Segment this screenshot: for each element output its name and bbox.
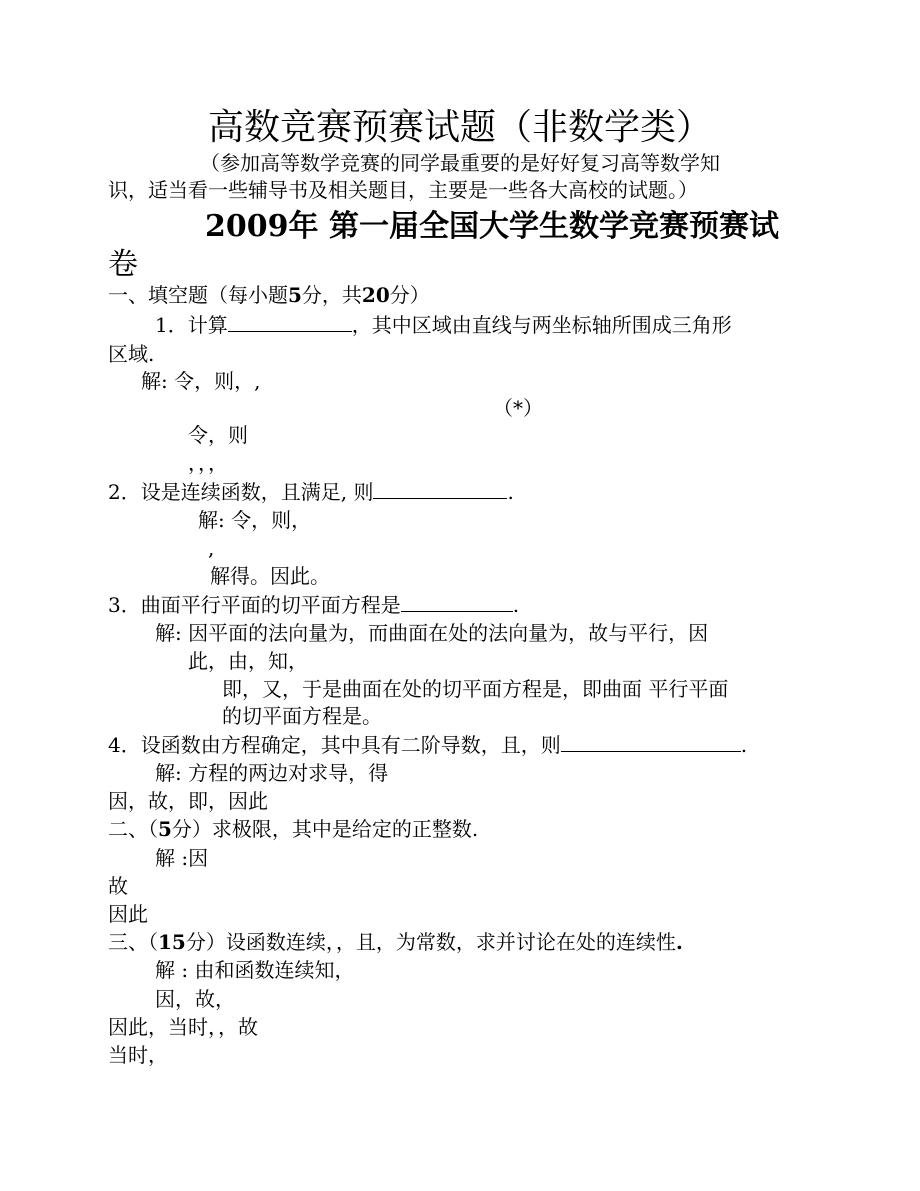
- number-text: 5: [158, 817, 172, 841]
- answer-blank-2: [373, 480, 507, 499]
- heading-text-part: 分）求极限，其中是给定的正整数.: [171, 817, 479, 841]
- q1-equation-mark: （*）: [493, 396, 543, 420]
- question-3: [108, 592, 519, 618]
- question-1-prefix: 1．计算: [155, 313, 228, 337]
- q2-solution-line-2: ,: [208, 536, 215, 560]
- heading-text-part: 年 第一届全国大学生数学竞赛预赛试: [288, 209, 779, 244]
- question-3-suffix: .: [512, 593, 520, 617]
- number-text: 20: [361, 283, 390, 307]
- s3-solution-line-2: 因，故，: [155, 987, 235, 1011]
- q1-solution-line-2: 令，则: [188, 423, 248, 447]
- section-3-heading-text: [108, 930, 676, 954]
- answer-blank-1: [228, 313, 352, 332]
- question-2-prefix: 2．设是连续函数，且满足, 则: [108, 480, 374, 504]
- q3-solution-line-2: 此，由，知，: [188, 649, 308, 673]
- q2-solution-line-1: 解: 令，则，: [198, 508, 312, 532]
- s3-solution-line-3: 因此，当时，，故: [108, 1015, 258, 1039]
- s2-solution-line-3: 因此: [108, 902, 148, 926]
- s3-solution-line-4: 当时，: [108, 1043, 168, 1067]
- heading-text-part: 一、填空题（每小题: [108, 283, 288, 307]
- page-title: 高数竞赛预赛试题（非数学类）: [207, 107, 712, 148]
- question-2-suffix: .: [507, 480, 514, 504]
- q3-solution-line-1: 解: 因平面的法向量为，而曲面在处的法向量为，故与平行，因: [155, 621, 709, 645]
- answer-blank-4: [561, 733, 741, 752]
- s2-solution-line-1: 解 :因: [155, 846, 209, 870]
- heading-text-part: 二、（: [108, 817, 158, 841]
- number-text: 2009: [205, 209, 289, 244]
- heading-text-part: 分）: [389, 283, 430, 307]
- question-4-suffix: .: [740, 733, 748, 757]
- note-line-1: （参加高等数学竞赛的同学最重要的是好好复习高等数学知: [200, 151, 720, 175]
- question-3-prefix: 3．曲面平行平面的切平面方程是: [108, 593, 401, 617]
- section-2-heading: [108, 816, 478, 842]
- q1-solution-line-1: 解: 令，则，,: [141, 369, 261, 393]
- question-4-prefix: 4．设函数由方程确定，其中具有二阶导数，且，则: [108, 733, 561, 757]
- s2-solution-line-2: 故: [108, 874, 128, 898]
- question-1-line-2: 区域.: [108, 342, 155, 366]
- heading-text-part: 分，共: [301, 283, 362, 307]
- s3-solution-line-1: 解 : 由和函数连续知，: [155, 958, 355, 982]
- exam-subtitle-line-2: 卷: [108, 247, 138, 282]
- q4-solution-line-1: 解: 方程的两边对求导，得: [155, 761, 389, 785]
- answer-blank-3: [401, 593, 513, 612]
- number-text: 15: [158, 930, 186, 954]
- exam-subtitle-line-1: [205, 209, 779, 245]
- section-3-heading: [108, 929, 683, 955]
- question-1-suffix: ，其中区域由直线与两坐标轴所围成三角形: [351, 313, 732, 337]
- q2-solution-line-3: 解得。因此。: [210, 564, 330, 588]
- heading-text-part: 分）设函数连续，，且，为常数，求并讨论在处的连续性: [185, 930, 676, 954]
- question-1: [155, 312, 732, 338]
- section-1-heading: [108, 282, 430, 308]
- question-2: [108, 479, 514, 505]
- note-line-2: 识，适当看一些辅导书及相关题目，主要是一些各大高校的试题。）: [108, 178, 698, 202]
- q3-solution-line-4: 的切平面方程是。: [222, 704, 382, 728]
- number-text: 5: [288, 283, 302, 307]
- section-3-heading-period: .: [675, 930, 683, 954]
- q4-solution-line-2: 因，故，即，因此: [108, 789, 268, 813]
- heading-text-part: 三、（: [108, 930, 158, 954]
- question-4: [108, 732, 747, 758]
- q1-solution-line-3: ，，，: [188, 451, 228, 475]
- q3-solution-line-3: 即，又，于是曲面在处的切平面方程是，即曲面 平行平面: [222, 677, 729, 701]
